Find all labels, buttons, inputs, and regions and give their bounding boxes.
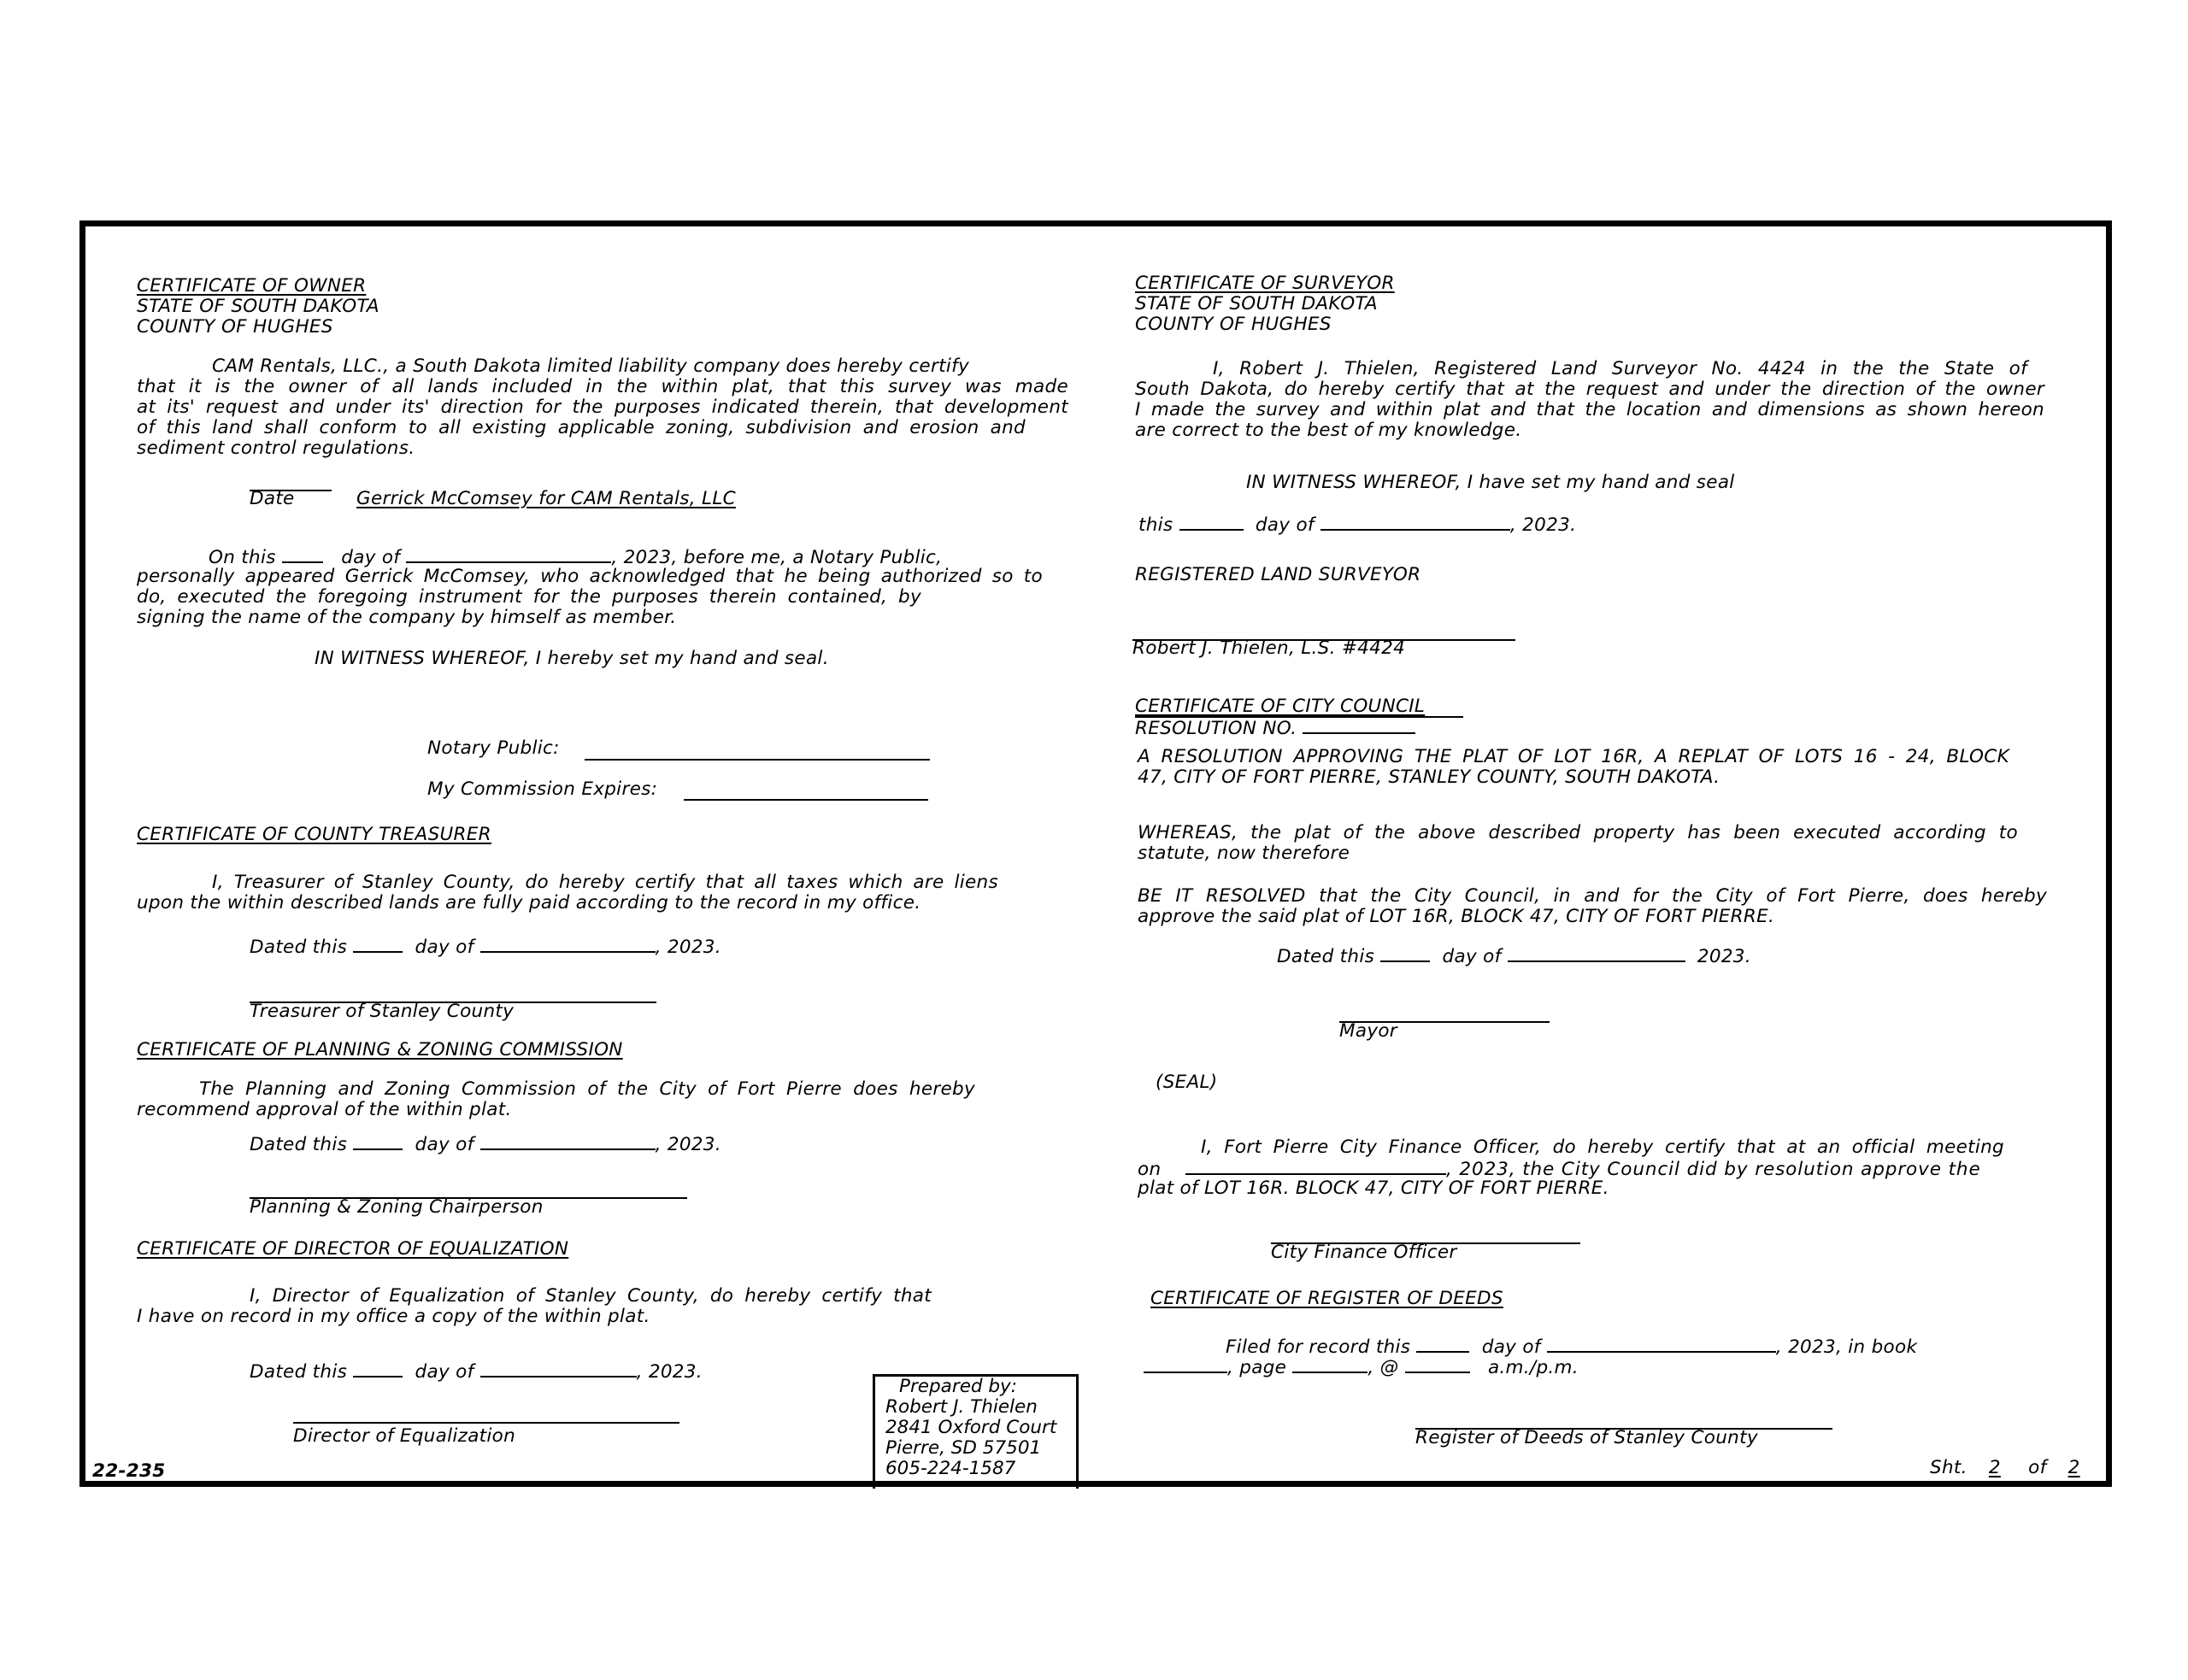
notary-public-label: Notary Public:: [427, 737, 560, 759]
treasurer-dated-line: [250, 936, 721, 958]
equalization-dated-line: [250, 1360, 703, 1383]
council-resolved: approve the said plat of LOT 16R, BLOCK 47, CITY OF FORT PIERRE.: [1138, 906, 1775, 927]
owner-body-line: of this land shall conform to all existing applicable zoning, subdivision and erosion and: [137, 417, 1026, 438]
planning-heading: CERTIFICATE OF PLANNING & ZONING COMMISSION: [137, 1039, 623, 1060]
equalization-month-blank[interactable]: [480, 1360, 637, 1377]
equalization-heading: CERTIFICATE OF DIRECTOR OF EQUALIZATION: [137, 1238, 569, 1260]
planning-dated-this: Dated this: [250, 1134, 348, 1155]
council-day-of: day of: [1442, 946, 1502, 967]
notary-body-line: personally appeared Gerrick McComsey, who acknowledged that he being authorized so to: [137, 566, 1043, 587]
surveyor-body-line: South Dakota, do hereby certify that at the request and under the direction of the owner: [1135, 379, 2044, 400]
notary-on-this: On this: [209, 547, 276, 568]
prepared-by-box: [873, 1374, 1079, 1489]
planning-day-blank[interactable]: [353, 1133, 403, 1150]
council-resolution-line: [1135, 717, 1415, 739]
treasurer-dated-this: Dated this: [250, 937, 348, 958]
council-dated-this: Dated this: [1277, 946, 1375, 967]
sheet-number: [1930, 1458, 2096, 1478]
equalization-signature-line[interactable]: [293, 1422, 679, 1424]
council-resolution-title: 47, CITY OF FORT PIERRE, STANLEY COUNTY, SOUTH DAKOTA.: [1138, 767, 1720, 788]
notary-day-blank[interactable]: [282, 546, 323, 563]
deeds-book-blank[interactable]: [1144, 1356, 1227, 1373]
owner-body-line: that it is the owner of all lands included in the within plat, that this survey was made: [137, 376, 1068, 397]
council-resolution-blank[interactable]: [1303, 717, 1415, 734]
surveyor-body-line: I, Robert J. Thielen, Registered Land Surveyor No. 4424 in the the State of: [1213, 358, 2027, 379]
prepared-by-city: Pierre, SD 57501: [885, 1437, 1042, 1459]
surveyor-day-blank[interactable]: [1179, 514, 1244, 531]
owner-witness: IN WITNESS WHEREOF, I hereby set my hand and seal.: [315, 648, 829, 669]
treasurer-month-blank[interactable]: [480, 936, 656, 953]
mayor-label: Mayor: [1339, 1020, 1397, 1042]
deeds-signature-label: Register of Deeds of Stanley County: [1415, 1427, 1758, 1448]
equalization-day-of: day of: [415, 1361, 474, 1383]
equalization-dated-this: Dated this: [250, 1361, 348, 1383]
finance-officer-label: City Finance Officer: [1271, 1242, 1457, 1263]
surveyor-this: this: [1138, 514, 1173, 536]
finance-on: on: [1138, 1159, 1162, 1180]
equalization-body-line: I, Director of Equalization of Stanley County, do hereby certify that: [250, 1285, 932, 1307]
equalization-day-blank[interactable]: [353, 1360, 403, 1377]
owner-body-line: at its' request and under its' direction for the purposes indicated therein, that development: [137, 397, 1068, 418]
sheet-label: Sht.: [1930, 1457, 1967, 1478]
council-year: 2023.: [1697, 946, 1751, 967]
planning-day-of: day of: [415, 1134, 474, 1155]
owner-body-line: sediment control regulations.: [137, 438, 415, 459]
deeds-day-of: day of: [1481, 1336, 1541, 1358]
finance-date-blank[interactable]: [1185, 1158, 1446, 1175]
surveyor-month-blank[interactable]: [1320, 514, 1510, 531]
surveyor-dated-line: [1138, 514, 1576, 536]
owner-heading: CERTIFICATE OF OWNER: [137, 275, 367, 297]
council-resolved: BE IT RESOLVED that the City Council, in and for the City of Fort Pierre, does hereby: [1138, 885, 2047, 907]
notary-public-signature-line[interactable]: [585, 759, 930, 761]
deeds-filed-this: Filed for record this: [1226, 1336, 1411, 1358]
notary-month-blank[interactable]: [406, 546, 611, 563]
file-number: 22-235: [92, 1460, 166, 1482]
treasurer-day-of: day of: [415, 937, 474, 958]
planning-body-line: The Planning and Zoning Commission of the City of Fort Pierre does hereby: [199, 1078, 975, 1100]
notary-day-of: day of: [341, 547, 401, 568]
notary-year-text: , 2023, before me, a Notary Public,: [611, 547, 943, 568]
treasurer-year: , 2023.: [655, 937, 721, 958]
surveyor-heading: CERTIFICATE OF SURVEYOR: [1135, 273, 1395, 294]
surveyor-day-of: day of: [1255, 514, 1315, 536]
council-whereas: WHEREAS, the plat of the above described property has been executed according to: [1138, 822, 2018, 843]
treasurer-body-line: upon the within described lands are fully paid according to the record in my office.: [137, 892, 921, 913]
council-month-blank[interactable]: [1508, 945, 1685, 962]
deeds-page-blank[interactable]: [1292, 1356, 1368, 1373]
surveyor-year: , 2023.: [1509, 514, 1577, 536]
council-dated-line: [1277, 945, 1751, 967]
surveyor-signature-label: Robert J. Thielen, L.S. #4424: [1132, 637, 1406, 659]
council-heading: CERTIFICATE OF CITY COUNCIL: [1135, 696, 1426, 717]
deeds-time-blank[interactable]: [1405, 1356, 1470, 1373]
deeds-at-label: , @: [1368, 1357, 1399, 1378]
prepared-by-label: Prepared by:: [899, 1376, 1018, 1397]
deeds-page-label: , page: [1227, 1357, 1287, 1378]
council-whereas: statute, now therefore: [1138, 843, 1350, 864]
surveyor-state: STATE OF SOUTH DAKOTA: [1135, 293, 1378, 314]
deeds-year: , 2023, in book: [1775, 1336, 1918, 1358]
surveyor-body-line: I made the survey and within plat and that the location and dimensions as shown hereon: [1135, 399, 2044, 420]
surveyor-witness: IN WITNESS WHEREOF, I have set my hand and seal: [1246, 472, 1735, 493]
equalization-body-line: I have on record in my office a copy of the within plat.: [137, 1306, 650, 1327]
planning-month-blank[interactable]: [480, 1133, 656, 1150]
finance-approval-text: , 2023, the City Council did by resolution approve the: [1445, 1159, 1981, 1180]
council-day-blank[interactable]: [1380, 945, 1430, 962]
owner-body-line: CAM Rentals, LLC., a South Dakota limited liability company does hereby certify: [212, 355, 969, 377]
surveyor-county: COUNTY OF HUGHES: [1135, 314, 1332, 335]
equalization-year: , 2023.: [636, 1361, 703, 1383]
finance-body-line: plat of LOT 16R. BLOCK 47, CITY OF FORT PIERRE.: [1138, 1178, 1609, 1199]
prepared-by-address: 2841 Oxford Court: [885, 1417, 1057, 1438]
owner-signer-name: Gerrick McComsey for CAM Rentals, LLC: [356, 488, 736, 509]
sheet-total: 2: [2067, 1457, 2080, 1478]
owner-date-label: Date: [250, 488, 295, 509]
commission-expires-line[interactable]: [684, 799, 928, 801]
sheet-current: 2: [1988, 1457, 2001, 1478]
deeds-day-blank[interactable]: [1416, 1336, 1469, 1353]
equalization-signature-label: Director of Equalization: [293, 1425, 516, 1447]
owner-state: STATE OF SOUTH DAKOTA: [137, 296, 379, 317]
notary-body-line: do, executed the foregoing instrument for the purposes therein contained, by: [137, 586, 921, 608]
treasurer-body-line: I, Treasurer of Stanley County, do hereby certify that all taxes which are liens: [212, 872, 998, 893]
notary-body-line: signing the name of the company by himself as member.: [137, 607, 677, 628]
planning-year: , 2023.: [655, 1134, 721, 1155]
deeds-filed-line: [1226, 1336, 1917, 1358]
deeds-heading: CERTIFICATE OF REGISTER OF DEEDS: [1150, 1288, 1503, 1309]
planning-signature-label: Planning & Zoning Chairperson: [250, 1196, 544, 1218]
council-resolution-title: A RESOLUTION APPROVING THE PLAT OF LOT 16R, A REPLAT OF LOTS 16 - 24, BLOCK: [1138, 746, 2009, 767]
owner-county: COUNTY OF HUGHES: [137, 316, 333, 338]
prepared-by-name: Robert J. Thielen: [885, 1396, 1038, 1418]
surveyor-body-line: are correct to the best of my knowledge.: [1135, 420, 1522, 441]
council-seal: (SEAL): [1156, 1072, 1218, 1093]
planning-body-line: recommend approval of the within plat.: [137, 1099, 512, 1120]
treasurer-heading: CERTIFICATE OF COUNTY TREASURER: [137, 824, 491, 845]
treasurer-day-blank[interactable]: [353, 936, 403, 953]
sheet-of: of: [2028, 1457, 2047, 1478]
commission-expires-label: My Commission Expires:: [427, 778, 658, 800]
planning-dated-line: [250, 1133, 721, 1155]
deeds-book-line: [1144, 1356, 1579, 1378]
surveyor-title: REGISTERED LAND SURVEYOR: [1135, 564, 1421, 585]
deeds-ampm: a.m./p.m.: [1487, 1357, 1579, 1378]
treasurer-signature-label: Treasurer of Stanley County: [250, 1001, 515, 1022]
prepared-by-phone: 605-224-1587: [885, 1458, 1016, 1479]
deeds-month-blank[interactable]: [1547, 1336, 1776, 1353]
finance-body-line: I, Fort Pierre City Finance Officer, do hereby certify that at an official meeting: [1201, 1137, 2004, 1158]
council-resolution-label: RESOLUTION NO.: [1135, 718, 1297, 739]
